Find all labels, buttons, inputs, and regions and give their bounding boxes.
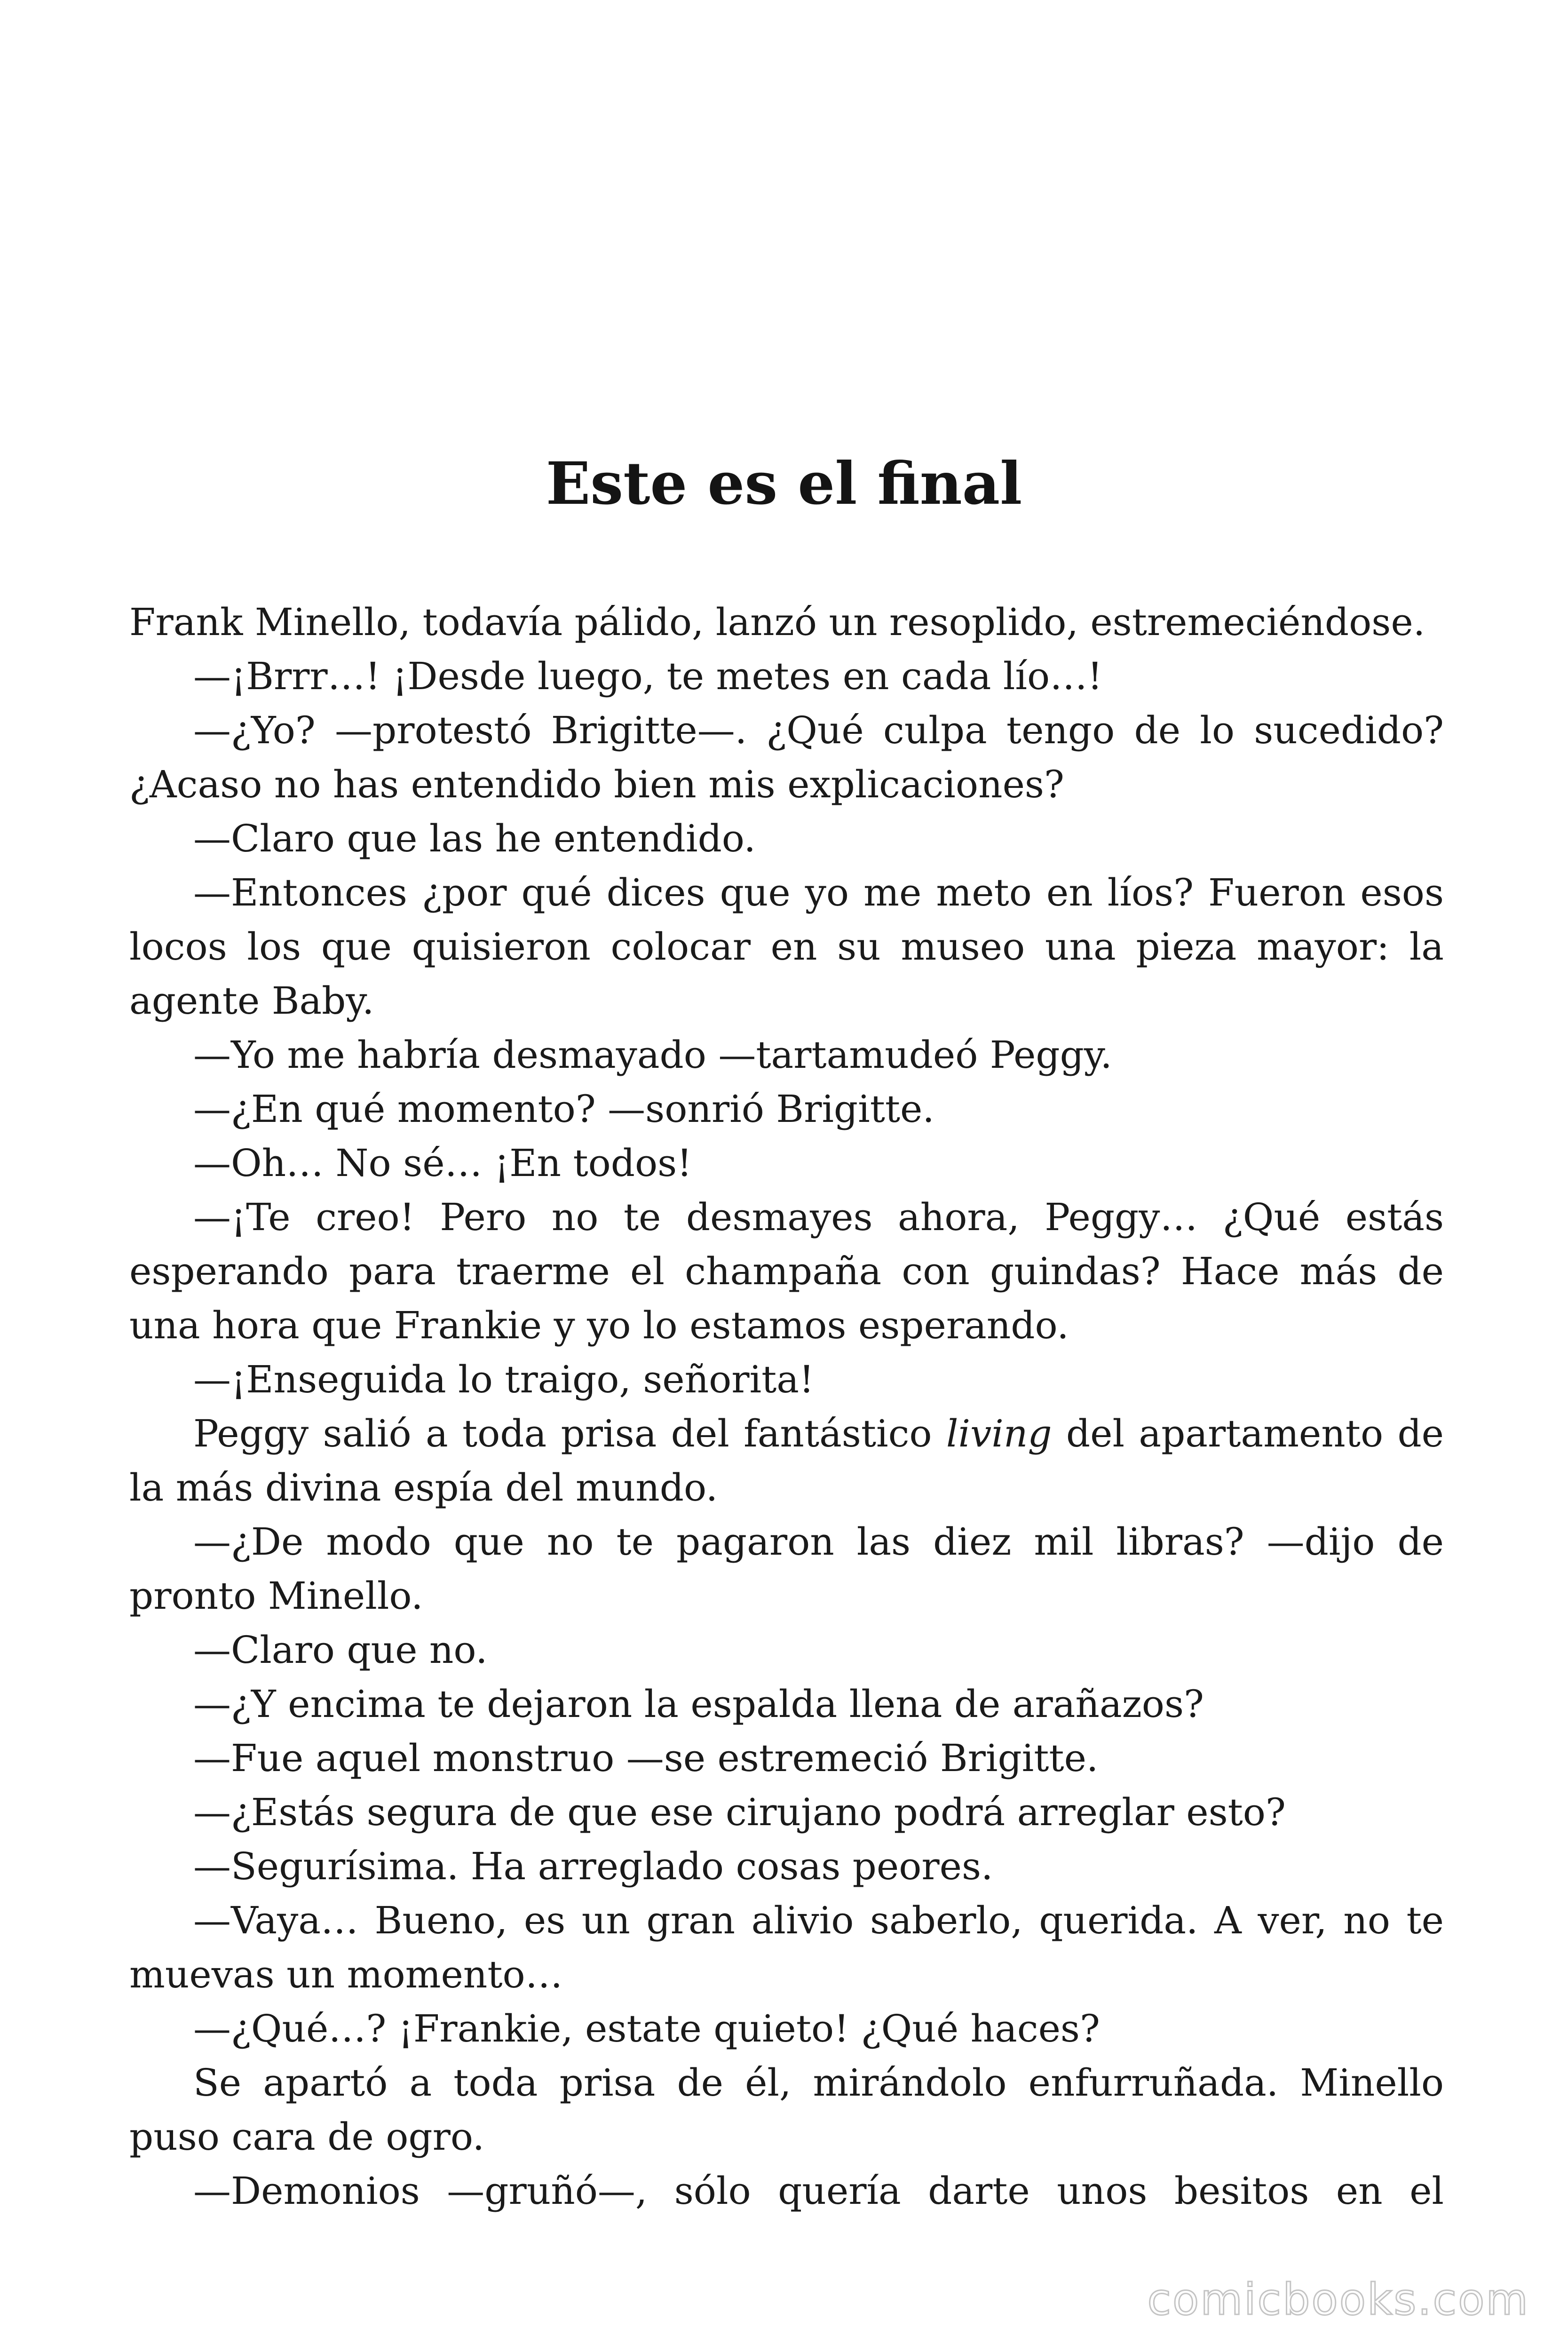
- paragraph: Frank Minello, todavía pálido, lanzó un resoplido, estremeciéndose.: [129, 600, 1425, 644]
- watermark: comicbooks.com: [1147, 2274, 1529, 2325]
- paragraph: —¡Brrr…! ¡Desde luego, te metes en cada lío…!: [193, 654, 1103, 698]
- paragraph-text: del apartamento de la más divina espía del mundo.: [129, 1412, 1444, 1510]
- paragraph: —¿Qué…? ¡Frankie, estate quieto! ¿Qué haces?: [193, 2007, 1100, 2050]
- paragraph: —¡Enseguida lo traigo, señorita!: [193, 1358, 815, 1401]
- paragraph: —¡Te creo! Pero no te desmayes ahora, Peggy… ¿Qué estás esperando para traerme el champaña con guindas? Hace más de una hora que Frankie y yo lo estamos esperando.: [129, 1195, 1444, 1347]
- paragraph: —Vaya… Bueno, es un gran alivio saberlo, querida. A ver, no te muevas un momento…: [129, 1899, 1444, 1996]
- paragraph: [129, 1406, 1444, 1515]
- chapter-body: [129, 595, 1444, 2218]
- paragraph: —Segurísima. Ha arreglado cosas peores.: [193, 1844, 993, 1888]
- paragraph: —Oh… No sé… ¡En todos!: [193, 1141, 692, 1185]
- paragraph: —¿Yo? —protestó Brigitte—. ¿Qué culpa tengo de lo sucedido? ¿Acaso no has entendido bien mis explicaciones?: [129, 708, 1444, 806]
- paragraph: —Fue aquel monstruo —se estremeció Brigitte.: [193, 1736, 1099, 1780]
- paragraph: —Entonces ¿por qué dices que yo me meto en líos? Fueron esos locos los que quisieron colocar en su museo una pieza mayor: la agente Baby.: [129, 871, 1444, 1023]
- paragraph: —Claro que no.: [193, 1628, 488, 1672]
- paragraph: Se apartó a toda prisa de él, mirándolo enfurruñada. Minello puso cara de ogro.: [129, 2061, 1444, 2159]
- paragraph: —¿De modo que no te pagaron las diez mil libras? —dijo de pronto Minello.: [129, 1520, 1444, 1618]
- paragraph: —¿En qué momento? —sonrió Brigitte.: [193, 1087, 934, 1131]
- paragraph: —¿Estás segura de que ese cirujano podrá arreglar esto?: [193, 1790, 1286, 1834]
- paragraph-text: Peggy salió a toda prisa del fantástico: [193, 1412, 946, 1455]
- paragraph: —Claro que las he entendido.: [193, 817, 756, 860]
- paragraph: —Yo me habría desmayado —tartamudeó Peggy.: [193, 1033, 1112, 1077]
- italic-word: living: [946, 1412, 1052, 1455]
- paragraph: —Demonios —gruñó—, sólo quería darte unos besitos en el: [193, 2169, 1444, 2213]
- paragraph: —¿Y encima te dejaron la espalda llena de arañazos?: [193, 1682, 1204, 1726]
- chapter-title: Este es el final: [546, 450, 1022, 518]
